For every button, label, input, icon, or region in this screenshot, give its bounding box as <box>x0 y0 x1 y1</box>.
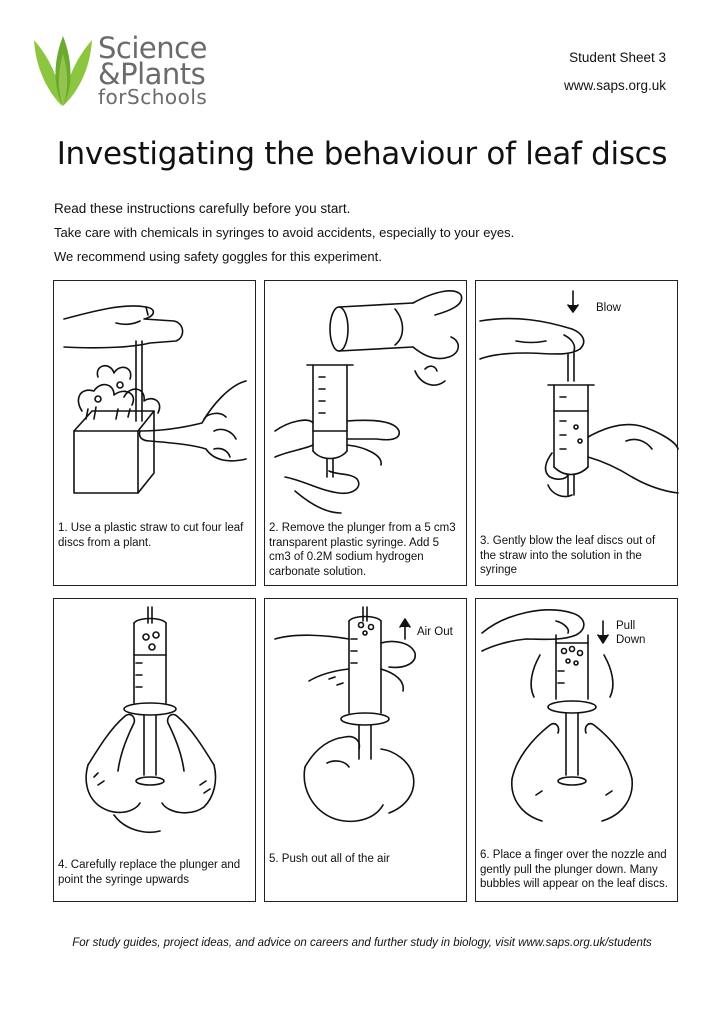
remove-plunger-illustration <box>265 281 468 521</box>
step-panel-4 <box>53 598 256 902</box>
website-link[interactable]: www.saps.org.uk <box>563 78 666 93</box>
step-panel-1 <box>53 280 256 586</box>
replace-plunger-illustration <box>54 599 257 849</box>
step-caption: 5. Push out all of the air <box>269 853 390 865</box>
logo-line-plants: &Plants <box>98 57 206 91</box>
logo-line-science: Science <box>98 31 207 65</box>
blow-label: Blow <box>596 302 621 314</box>
step-panel-5 <box>264 598 467 902</box>
blow-discs-illustration <box>476 281 679 521</box>
logo-line-schools: forSchools <box>98 85 208 109</box>
logo-wordmark <box>98 31 208 109</box>
step-caption: 3. Gently blow the leaf discs out of the straw into the solution in the syringe <box>480 535 656 576</box>
step-caption: 2. Remove the plunger from a 5 cm3 transparent plastic syringe. Add 5 cm3 of 0.2M sodium hydrogen carbonate solution. <box>269 522 456 578</box>
step-caption: 6. Place a finger over the nozzle and gently pull the plunger down. Many bubbles will appear on the leaf discs. <box>480 849 668 890</box>
intro-line: Take care with chemicals in syringes to avoid accidents, especially to your eyes. <box>54 225 515 240</box>
step-caption: 4. Carefully replace the plunger and point the syringe upwards <box>58 859 241 886</box>
page-title: Investigating the behaviour of leaf discs <box>56 136 668 172</box>
sheet-label: Student Sheet 3 <box>569 50 666 65</box>
saps-logo <box>32 31 232 110</box>
air-out-label: Air Out <box>417 626 453 638</box>
leaf-logo-icon <box>32 34 94 108</box>
cut-leaf-discs-illustration <box>54 281 257 521</box>
step-caption: 1. Use a plastic straw to cut four leaf discs from a plant. <box>58 522 244 549</box>
pull-down-label: Pull Down <box>616 620 646 646</box>
step-panel-6 <box>475 598 678 902</box>
step-panel-3 <box>475 280 678 586</box>
intro-line: We recommend using safety goggles for this experiment. <box>54 249 382 264</box>
footer-note: For study guides, project ideas, and advice on careers and further study in biology, visit www.saps.org.uk/students <box>72 937 652 949</box>
intro-line: Read these instructions carefully before you start. <box>54 201 351 216</box>
step-panel-2 <box>264 280 467 586</box>
